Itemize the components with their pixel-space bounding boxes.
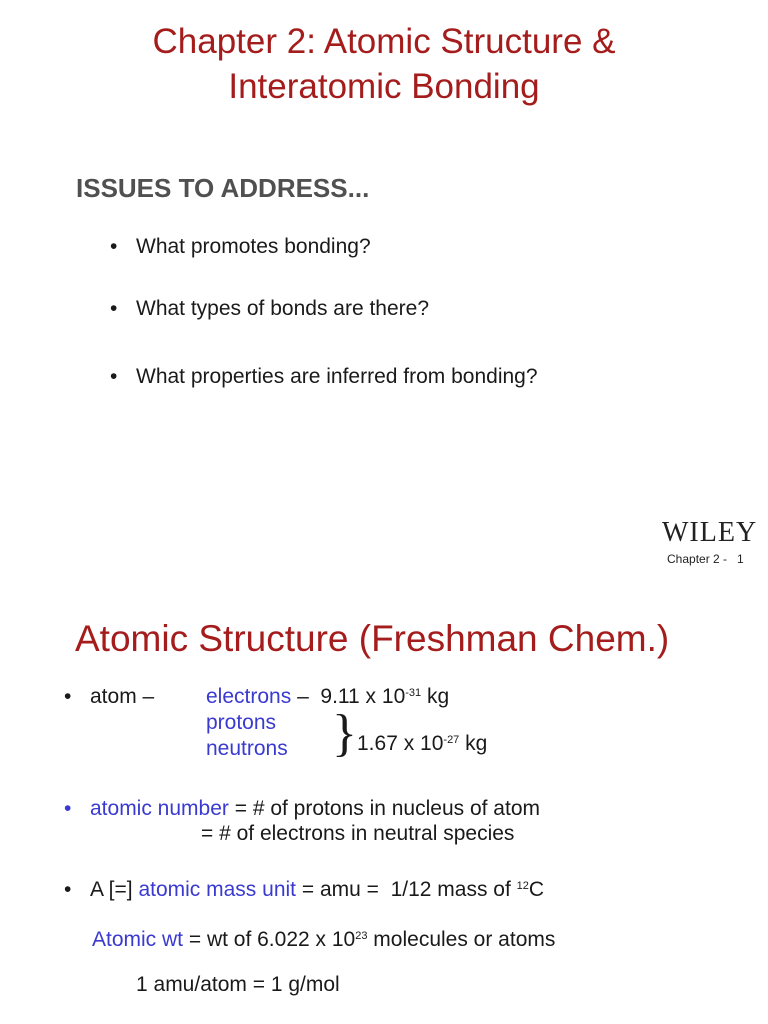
bullet-text: What types of bonds are there?: [136, 297, 430, 320]
bullet-icon: •: [64, 797, 72, 820]
atomic-wt-def: = wt of 6.022 x 10: [183, 928, 356, 951]
bullet-icon: •: [110, 365, 118, 388]
nucleon-exponent: -27: [443, 734, 460, 746]
electrons-exponent: -31: [405, 687, 422, 699]
atom-label: atom –: [90, 685, 155, 708]
slide-footer: Chapter 2 - 1: [667, 552, 744, 566]
isotope-superscript: 12: [516, 880, 529, 892]
electrons-line: [206, 685, 449, 709]
atomic-wt-line: [92, 928, 555, 952]
bullet-icon: •: [110, 297, 118, 320]
bullet-text: What properties are inferred from bonding?: [136, 365, 538, 388]
bullet-icon: •: [64, 685, 72, 708]
slide-2: [0, 580, 768, 1024]
electrons-term: electrons: [206, 685, 292, 708]
atomic-number-term: atomic number: [90, 797, 229, 820]
issues-heading: ISSUES TO ADDRESS...: [76, 173, 370, 203]
atomic-wt-exponent: 23: [355, 930, 368, 942]
bullet-item: [64, 685, 154, 709]
wiley-logo: WILEY: [662, 517, 758, 548]
bullet-item: [64, 878, 544, 902]
atomic-number-def-2: = # of electrons in neutral species: [201, 822, 515, 845]
slide-title-line-2: Interatomic Bonding: [228, 67, 540, 106]
isotope-symbol: C: [528, 878, 545, 901]
brace: }: [332, 705, 357, 762]
slide-title-line-1: Chapter 2: Atomic Structure &: [152, 22, 616, 61]
bullet-item: [110, 297, 429, 321]
bullet-item: [110, 365, 538, 389]
neutrons-term: neutrons: [206, 737, 288, 760]
electrons-mass: – 9.11 x 10: [297, 685, 406, 708]
nucleon-unit: kg: [459, 732, 488, 755]
bullet-text: What promotes bonding?: [136, 235, 371, 258]
nucleon-mass: [357, 732, 487, 756]
amu-term: atomic mass unit: [138, 878, 297, 901]
amu-prefix: A [=]: [90, 878, 139, 901]
amu-def: = amu = 1/12 mass of: [296, 878, 517, 901]
conversion-line: 1 amu/atom = 1 g/mol: [136, 973, 340, 996]
electrons-unit: kg: [421, 685, 450, 708]
atomic-wt-tail: molecules or atoms: [367, 928, 556, 951]
protons-term: protons: [206, 711, 277, 734]
bullet-icon: •: [64, 878, 72, 901]
bullet-icon: •: [110, 235, 118, 258]
slide-title: Atomic Structure (Freshman Chem.): [75, 618, 670, 659]
nucleon-mass-value: 1.67 x 10: [357, 732, 444, 755]
bullet-item: [64, 797, 540, 821]
atomic-number-def-1: = # of protons in nucleus of atom: [228, 797, 540, 820]
atomic-wt-term: Atomic wt: [92, 928, 184, 951]
bullet-item: [110, 235, 371, 259]
